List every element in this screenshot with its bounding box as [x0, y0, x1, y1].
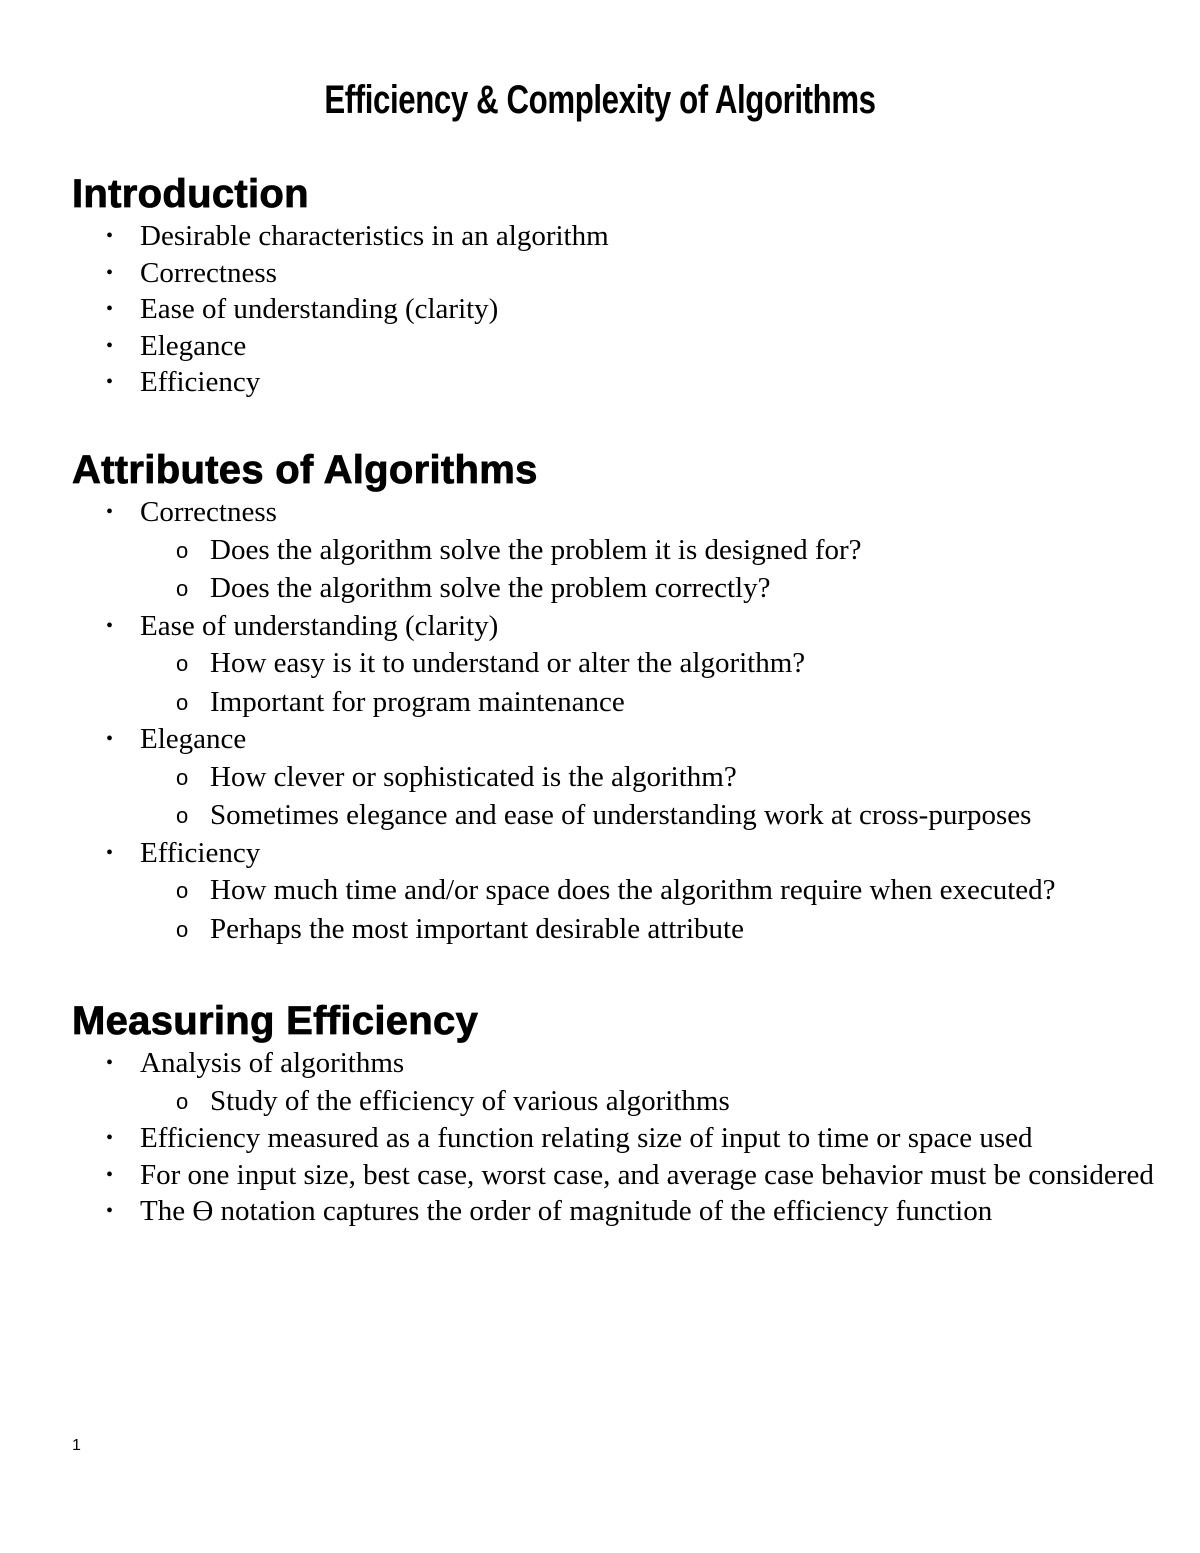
sub-list-item-text: How easy is it to understand or alter the algorithm? [210, 647, 806, 679]
list-item-text: The ϴ notation captures the order of magnitude of the efficiency function [140, 1195, 993, 1227]
bullet-list [72, 494, 1162, 948]
list-item [72, 218, 1162, 255]
sub-list-item-text: How clever or sophisticated is the algorithm? [210, 760, 737, 793]
section-heading: Attributes of Algorithms [72, 448, 538, 492]
bullet-icon: • [106, 261, 114, 284]
list-item-text: Elegance [140, 329, 247, 362]
sub-list [140, 758, 1162, 835]
list-item [72, 1193, 1162, 1230]
bullet-list [72, 1045, 1162, 1230]
sub-list [140, 871, 1162, 948]
list-item [72, 328, 1162, 365]
circle-bullet-icon: o [176, 1088, 189, 1114]
bullet-icon: • [106, 225, 114, 247]
sub-list-item [140, 531, 1162, 570]
list-item [72, 255, 1162, 292]
bullet-icon: • [106, 728, 114, 750]
list-item-text: For one input size, best case, worst case, and average case behavior must be considered [140, 1158, 1154, 1191]
bullet-icon: • [106, 501, 114, 523]
sub-list-item-text: Does the algorithm solve the problem it is designed for? [210, 533, 862, 566]
list-item [72, 1120, 1162, 1157]
sub-list-item [140, 683, 1162, 722]
section-introduction [72, 170, 1162, 401]
list-item [72, 608, 1162, 722]
list-item [72, 291, 1162, 328]
circle-bullet-icon: o [176, 916, 189, 942]
list-item-text: Desirable characteristics in an algorithm [140, 220, 609, 252]
circle-bullet-icon: o [176, 576, 189, 601]
sub-list-item [140, 910, 1162, 949]
list-item [72, 364, 1162, 401]
sub-list [140, 644, 1162, 721]
bullet-icon: • [106, 1127, 114, 1149]
circle-bullet-icon: o [176, 878, 189, 903]
sub-list-item [140, 1082, 1162, 1121]
sub-list [140, 1082, 1162, 1121]
list-item-text: Analysis of algorithms [140, 1047, 405, 1079]
bullet-icon: • [106, 1052, 114, 1074]
bullet-icon: • [106, 298, 114, 320]
page-number: 1 [72, 1437, 81, 1454]
bullet-list [72, 218, 1162, 401]
sub-list-item [140, 758, 1162, 797]
sub-list-item-text: Does the algorithm solve the problem correctly? [210, 572, 771, 604]
list-item [72, 494, 1162, 608]
document-title: Efficiency & Complexity of Algorithms [324, 78, 876, 122]
circle-bullet-icon: o [176, 803, 189, 828]
list-item-text: Efficiency measured as a function relating size of input to time or space used [140, 1122, 1033, 1154]
section-measuring-efficiency [72, 997, 1162, 1230]
list-item-text: Correctness [140, 256, 277, 289]
bullet-icon: • [106, 614, 114, 637]
sub-list-item-text: Perhaps the most important desirable attribute [210, 912, 744, 945]
list-item-text: Efficiency [140, 366, 261, 398]
bullet-icon: • [106, 334, 114, 357]
circle-bullet-icon: o [176, 689, 189, 715]
circle-bullet-icon: o [176, 651, 189, 676]
sub-list-item-text: Study of the efficiency of various algorithms [210, 1084, 730, 1117]
list-item-text: Ease of understanding (clarity) [140, 609, 499, 642]
sub-list-item-text: Important for program maintenance [210, 685, 625, 718]
sub-list-item-text: Sometimes elegance and ease of understanding work at cross-purposes [210, 799, 1032, 831]
list-item [72, 1045, 1162, 1120]
section-heading: Measuring Efficiency [72, 999, 479, 1043]
sub-list [140, 531, 1162, 608]
list-item-text: Ease of understanding (clarity) [140, 293, 499, 325]
list-item-text: Efficiency [140, 836, 261, 869]
list-item [72, 1157, 1162, 1194]
list-item [72, 835, 1162, 949]
bullet-icon: • [106, 371, 114, 393]
sub-list-item [140, 569, 1162, 608]
section-heading: Introduction [72, 172, 309, 216]
sub-list-item [140, 644, 1162, 683]
list-item-text: Elegance [140, 723, 247, 755]
sub-list-item-text: How much time and/or space does the algorithm require when executed? [210, 874, 1056, 906]
sub-list-item [140, 796, 1162, 835]
circle-bullet-icon: o [176, 764, 189, 790]
sub-list-item [140, 871, 1162, 910]
section-attributes-of-algorithms [72, 446, 1162, 948]
bullet-icon: • [106, 1200, 114, 1222]
bullet-icon: • [106, 1163, 114, 1186]
list-item [72, 721, 1162, 835]
list-item-text: Correctness [140, 496, 277, 528]
circle-bullet-icon: o [176, 537, 189, 563]
bullet-icon: • [106, 841, 114, 864]
